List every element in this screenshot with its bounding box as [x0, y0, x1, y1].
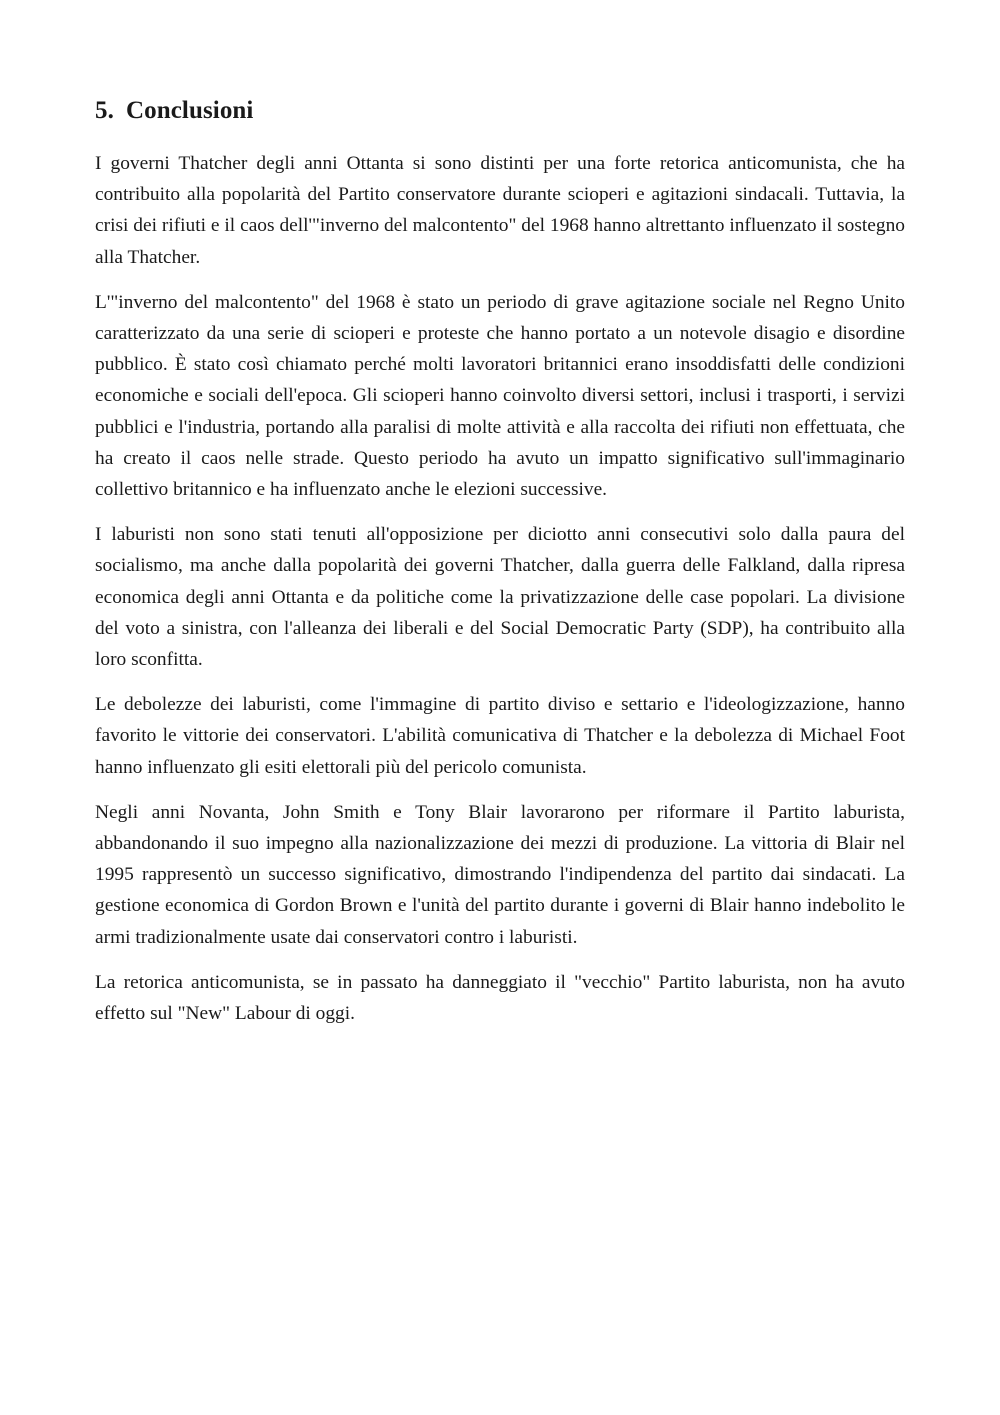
section-title: Conclusioni	[125, 97, 254, 124]
paragraph-3: I laburisti non sono stati tenuti all'opposizione per diciotto anni consecutivi solo dalla paura del socialismo, ma anche dalla popolarità dei governi Thatcher, dalla guerra delle Falkland, dalla ripresa economica degli anni Ottanta e da politiche come la privatizzazione delle case popolari. La divisione del voto a sinistra, con l'alleanza dei liberali e del Social Democratic Party (SDP), ha contribuito alla loro sconfitta.	[95, 524, 905, 671]
paragraph-6: La retorica anticomunista, se in passato ha danneggiato il "vecchio" Partito laburista, non ha avuto effetto sul "New" Labour di oggi.	[95, 971, 905, 1025]
paragraph-5: Negli anni Novanta, John Smith e Tony Blair lavorarono per riformare il Partito laburista, abbandonando il suo impegno alla nazionalizzazione dei mezzi di produzione. La vittoria di Blair nel 1995 rappresentò un successo significativo, dimostrando l'indipendenza del partito dai sindacati. La gestione economica di Gordon Brown e l'unità del partito durante i governi di Blair hanno indebolito le armi tradizionalmente usate dai conservatori contro i laburisti.	[95, 801, 905, 948]
section-heading	[95, 94, 905, 128]
paragraph-2: L'"inverno del malcontento" del 1968 è stato un periodo di grave agitazione sociale nel Regno Unito caratterizzato da una serie di scioperi e proteste che hanno portato a un notevole disagio e disordine pubblico. È stato così chiamato perché molti lavoratori britannici erano insoddisfatti delle condizioni economiche e sociali dell'epoca. Gli scioperi hanno coinvolto diversi settori, inclusi i trasporti, i servizi pubblici e l'industria, portando alla paralisi di molte attività e alla raccolta dei rifiuti non effettuata, che ha creato il caos nelle strade. Questo periodo ha avuto un impatto significativo sull'immaginario collettivo britannico e ha influenzato anche le elezioni successive.	[95, 291, 905, 501]
page-content	[95, 94, 905, 1043]
section-number: 5.	[95, 97, 114, 124]
paragraph-4: Le debolezze dei laburisti, come l'immagine di partito diviso e settario e l'ideologizzazione, hanno favorito le vittorie dei conservatori. L'abilità comunicativa di Thatcher e la debolezza di Michael Foot hanno influenzato gli esiti elettorali più del pericolo comunista.	[95, 694, 905, 778]
paragraph-1: I governi Thatcher degli anni Ottanta si sono distinti per una forte retorica anticomunista, che ha contribuito alla popolarità del Partito conservatore durante scioperi e agitazioni sindacali. Tuttavia, la crisi dei rifiuti e il caos dell'"inverno del malcontento" del 1968 hanno altrettanto influenzato il sostegno alla Thatcher.	[95, 153, 905, 268]
